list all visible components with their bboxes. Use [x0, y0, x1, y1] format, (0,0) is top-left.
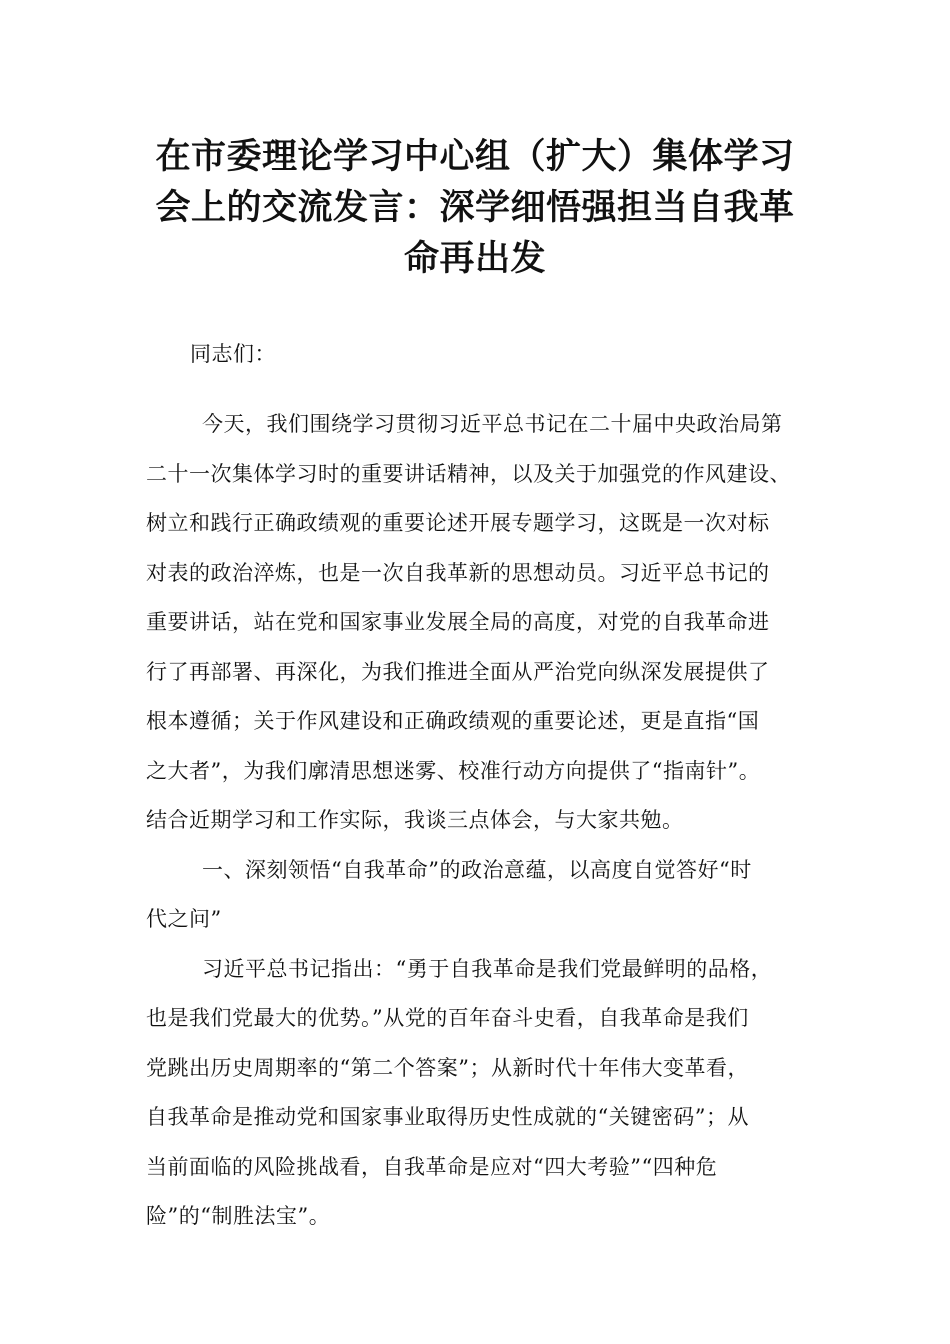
paragraph-line: 习近平总书记指出：“勇于自我革命是我们党最鲜明的品格， — [202, 956, 773, 981]
paragraph-line: 自我革命是推动党和国家事业取得历史性成就的“关键密码”；从 — [146, 1105, 749, 1129]
paragraph-line: 树立和践行正确政绩观的重要论述开展专题学习，这既是一次对标 — [146, 511, 770, 535]
paragraph-line: 当前面临的风险挑战看，自我革命是应对“四大考验”“四种危 — [146, 1154, 718, 1179]
title-line: 会上的交流发言：深学细悟强担当自我革 — [155, 188, 795, 228]
paragraph-line: 之大者”，为我们廓清思想迷雾、校准行动方向提供了“指南针”。 — [146, 758, 761, 783]
title-line: 在市委理论学习中心组（扩大）集体学习 — [155, 137, 795, 177]
paragraph-line: 重要讲话，站在党和国家事业发展全局的高度，对党的自我革命进 — [146, 610, 770, 634]
salutation: 同志们： — [190, 342, 276, 366]
paragraph-intro — [146, 400, 836, 846]
paragraph-line: 也是我们党最大的优势。”从党的百年奋斗史看，自我革命是我们 — [146, 1006, 749, 1030]
paragraph-line: 行了再部署、再深化，为我们推进全面从严治党向纵深发展提供了 — [146, 659, 770, 684]
paragraph-section-1 — [146, 945, 836, 1242]
heading-line: 代之问” — [146, 907, 222, 931]
document-body — [146, 339, 836, 1242]
paragraph-line: 党跳出历史周期率的“第二个答案”；从新时代十年伟大变革看， — [146, 1055, 749, 1080]
paragraph-line: 结合近期学习和工作实际，我谈三点体会，与大家共勉。 — [146, 808, 684, 832]
heading-line: 一、深刻领悟“自我革命”的政治意蕴，以高度自觉答好“时 — [202, 857, 752, 882]
paragraph-line: 二十一次集体学习时的重要讲话精神，以及关于加强党的作风建设、 — [146, 461, 791, 486]
section-heading-1 — [146, 846, 836, 945]
paragraph-line: 对表的政治淬炼，也是一次自我革新的思想动员。习近平总书记的 — [146, 560, 770, 585]
document-title — [130, 132, 820, 285]
paragraph-line: 根本遵循；关于作风建设和正确政绩观的重要论述，更是直指“国 — [146, 709, 760, 733]
title-line: 命再出发 — [403, 239, 546, 279]
paragraph-line: 今天，我们围绕学习贯彻习近平总书记在二十届中央政治局第 — [202, 412, 783, 436]
paragraph-line: 险”的“制胜法宝”。 — [146, 1204, 331, 1228]
